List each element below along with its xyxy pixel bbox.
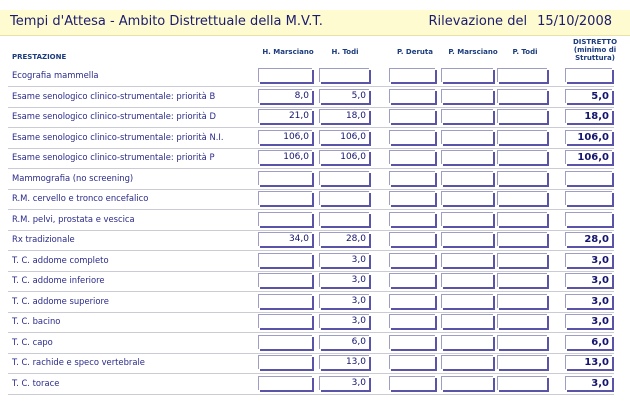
rilevazione-label: Rilevazione del <box>428 14 528 29</box>
cell-p-marsciano[interactable] <box>441 232 493 246</box>
cell-p-todi[interactable] <box>497 273 547 287</box>
cell-p-marsciano[interactable] <box>441 376 493 390</box>
cell-distretto[interactable] <box>565 171 612 185</box>
cell-p-todi[interactable] <box>497 314 547 328</box>
cell-h-todi[interactable]: 106,0 <box>319 150 369 164</box>
table-row <box>8 189 614 210</box>
cell-p-marsciano[interactable] <box>441 150 493 164</box>
row-label: T. C. addome superiore <box>12 295 109 306</box>
cell-distretto[interactable]: 3,0 <box>565 314 612 328</box>
cell-p-deruta[interactable] <box>389 130 435 144</box>
cell-p-marsciano[interactable] <box>441 171 493 185</box>
row-label: T. C. rachide e speco vertebrale <box>12 357 145 367</box>
cell-p-deruta[interactable] <box>389 314 435 328</box>
table-row <box>8 128 614 149</box>
cell-h-todi[interactable]: 13,0 <box>319 355 369 369</box>
cell-distretto[interactable]: 5,0 <box>565 89 612 103</box>
row-label: T. C. addome completo <box>12 254 109 265</box>
cell-p-marsciano[interactable] <box>441 273 493 287</box>
cell-distretto[interactable]: 106,0 <box>565 130 612 144</box>
col-header-h-todi: H. Todi <box>331 48 359 56</box>
survey-date <box>429 14 612 29</box>
table-row <box>8 353 614 374</box>
cell-p-deruta[interactable] <box>389 89 435 103</box>
cell-p-todi[interactable] <box>497 89 547 103</box>
row-label: Rx tradizionale <box>12 234 75 244</box>
cell-h-todi[interactable]: 3,0 <box>319 253 369 267</box>
cell-p-marsciano[interactable] <box>441 335 493 349</box>
table-row <box>8 292 614 313</box>
table-row <box>8 271 614 292</box>
cell-h-marsciano[interactable]: 106,0 <box>258 130 312 144</box>
cell-h-marsciano[interactable] <box>258 212 312 226</box>
cell-h-todi[interactable] <box>319 171 369 185</box>
cell-h-marsciano[interactable] <box>258 355 312 369</box>
table-row <box>8 210 614 231</box>
cell-distretto[interactable] <box>565 191 612 205</box>
title-bar <box>0 10 630 36</box>
cell-h-marsciano[interactable] <box>258 171 312 185</box>
cell-distretto[interactable]: 28,0 <box>565 232 612 246</box>
table-row <box>8 148 614 169</box>
cell-distretto[interactable]: 3,0 <box>565 253 612 267</box>
cell-p-todi[interactable] <box>497 253 547 267</box>
cell-h-todi[interactable] <box>319 212 369 226</box>
table-row <box>8 107 614 128</box>
table-row <box>8 333 614 354</box>
cell-p-marsciano[interactable] <box>441 68 493 82</box>
cell-distretto[interactable] <box>565 212 612 226</box>
cell-h-todi[interactable]: 3,0 <box>319 273 369 287</box>
cell-h-todi[interactable]: 6,0 <box>319 335 369 349</box>
col-header-prestazione: PRESTAZIONE <box>12 53 67 61</box>
cell-p-todi[interactable] <box>497 376 547 390</box>
cell-p-todi[interactable] <box>497 109 547 123</box>
cell-distretto[interactable]: 106,0 <box>565 150 612 164</box>
cell-p-deruta[interactable] <box>389 68 435 82</box>
cell-p-deruta[interactable] <box>389 253 435 267</box>
row-label: Mammografia (no screening) <box>12 172 134 183</box>
cell-p-deruta[interactable] <box>389 109 435 123</box>
cell-p-marsciano[interactable] <box>441 89 493 103</box>
cell-h-marsciano[interactable]: 21,0 <box>258 109 312 123</box>
cell-p-deruta[interactable] <box>389 171 435 185</box>
cell-p-todi[interactable] <box>497 130 547 144</box>
cell-h-todi[interactable]: 3,0 <box>319 376 369 390</box>
cell-h-todi[interactable] <box>319 68 369 82</box>
table-row <box>8 374 614 395</box>
cell-p-marsciano[interactable] <box>441 253 493 267</box>
cell-p-deruta[interactable] <box>389 232 435 246</box>
cell-distretto[interactable]: 3,0 <box>565 273 612 287</box>
row-label: T. C. bacino <box>12 316 61 326</box>
cell-h-marsciano[interactable] <box>258 191 312 205</box>
cell-h-todi[interactable] <box>319 191 369 205</box>
table-row <box>8 312 614 333</box>
cell-h-todi[interactable]: 106,0 <box>319 130 369 144</box>
cell-p-todi[interactable] <box>497 191 547 205</box>
row-label: T. C. addome inferiore <box>12 275 105 285</box>
cell-p-todi[interactable] <box>497 212 547 226</box>
cell-p-deruta[interactable] <box>389 355 435 369</box>
cell-p-todi[interactable] <box>497 294 547 308</box>
cell-h-marsciano[interactable]: 106,0 <box>258 150 312 164</box>
cell-h-marsciano[interactable] <box>258 335 312 349</box>
table-row <box>8 230 614 251</box>
cell-p-marsciano[interactable] <box>441 212 493 226</box>
cell-p-marsciano[interactable] <box>441 191 493 205</box>
cell-h-todi[interactable]: 3,0 <box>319 294 369 308</box>
cell-h-marsciano[interactable] <box>258 376 312 390</box>
col-header-h-marsciano: H. Marsciano <box>262 48 314 56</box>
cell-p-marsciano[interactable] <box>441 314 493 328</box>
row-label: Esame senologico clinico-strumentale: priorità P <box>12 152 215 162</box>
table-row <box>8 251 614 272</box>
cell-p-marsciano[interactable] <box>441 130 493 144</box>
cell-p-todi[interactable] <box>497 150 547 164</box>
cell-p-marsciano[interactable] <box>441 294 493 308</box>
cell-p-deruta[interactable] <box>389 294 435 308</box>
cell-h-marsciano[interactable]: 8,0 <box>258 89 312 103</box>
col-header-distretto: DISTRETTO (minimo di Struttura) <box>572 38 618 62</box>
row-label: Esame senologico clinico-strumentale: priorità N.I. <box>12 131 224 142</box>
cell-h-todi[interactable]: 5,0 <box>319 89 369 103</box>
cell-h-todi[interactable]: 3,0 <box>319 314 369 328</box>
cell-distretto[interactable]: 6,0 <box>565 335 612 349</box>
cell-distretto[interactable]: 3,0 <box>565 294 612 308</box>
row-label: Esame senologico clinico-strumentale: priorità B <box>12 90 216 101</box>
cell-h-marsciano[interactable] <box>258 68 312 82</box>
cell-p-deruta[interactable] <box>389 150 435 164</box>
table-row <box>8 66 614 87</box>
cell-p-marsciano[interactable] <box>441 355 493 369</box>
cell-distretto[interactable] <box>565 68 612 82</box>
cell-p-deruta[interactable] <box>389 212 435 226</box>
cell-p-deruta[interactable] <box>389 191 435 205</box>
cell-h-marsciano[interactable]: 34,0 <box>258 232 312 246</box>
cell-distretto[interactable]: 13,0 <box>565 355 612 369</box>
row-label: R.M. cervello e tronco encefalico <box>12 193 149 203</box>
cell-p-todi[interactable] <box>497 232 547 246</box>
cell-distretto[interactable]: 3,0 <box>565 376 612 390</box>
cell-p-todi[interactable] <box>497 68 547 82</box>
cell-h-todi[interactable]: 28,0 <box>319 232 369 246</box>
page-title: Tempi d'Attesa - Ambito Distrettuale della M.V.T. <box>10 14 323 29</box>
table-row <box>8 87 614 108</box>
cell-p-deruta[interactable] <box>389 376 435 390</box>
col-header-p-todi: P. Todi <box>512 48 538 56</box>
cell-p-deruta[interactable] <box>389 335 435 349</box>
cell-h-marsciano[interactable] <box>258 273 312 287</box>
cell-h-todi[interactable]: 18,0 <box>319 109 369 123</box>
cell-p-deruta[interactable] <box>389 273 435 287</box>
row-label: T. C. capo <box>12 336 53 347</box>
cell-distretto[interactable]: 18,0 <box>565 109 612 123</box>
cell-p-todi[interactable] <box>497 355 547 369</box>
col-header-p-marsciano: P. Marsciano <box>448 48 498 56</box>
row-label: T. C. torace <box>12 377 60 388</box>
row-label: Ecografia mammella <box>12 70 99 80</box>
cell-p-marsciano[interactable] <box>441 109 493 123</box>
cell-h-marsciano[interactable] <box>258 294 312 308</box>
cell-h-marsciano[interactable] <box>258 253 312 267</box>
row-label: Esame senologico clinico-strumentale: priorità D <box>12 111 216 121</box>
cell-h-marsciano[interactable] <box>258 314 312 328</box>
cell-p-todi[interactable] <box>497 335 547 349</box>
col-header-p-deruta: P. Deruta <box>396 48 433 56</box>
table-row <box>8 169 614 190</box>
cell-p-todi[interactable] <box>497 171 547 185</box>
rilevazione-date: 15/10/2008 <box>537 14 612 29</box>
row-label: R.M. pelvi, prostata e vescica <box>12 213 135 224</box>
